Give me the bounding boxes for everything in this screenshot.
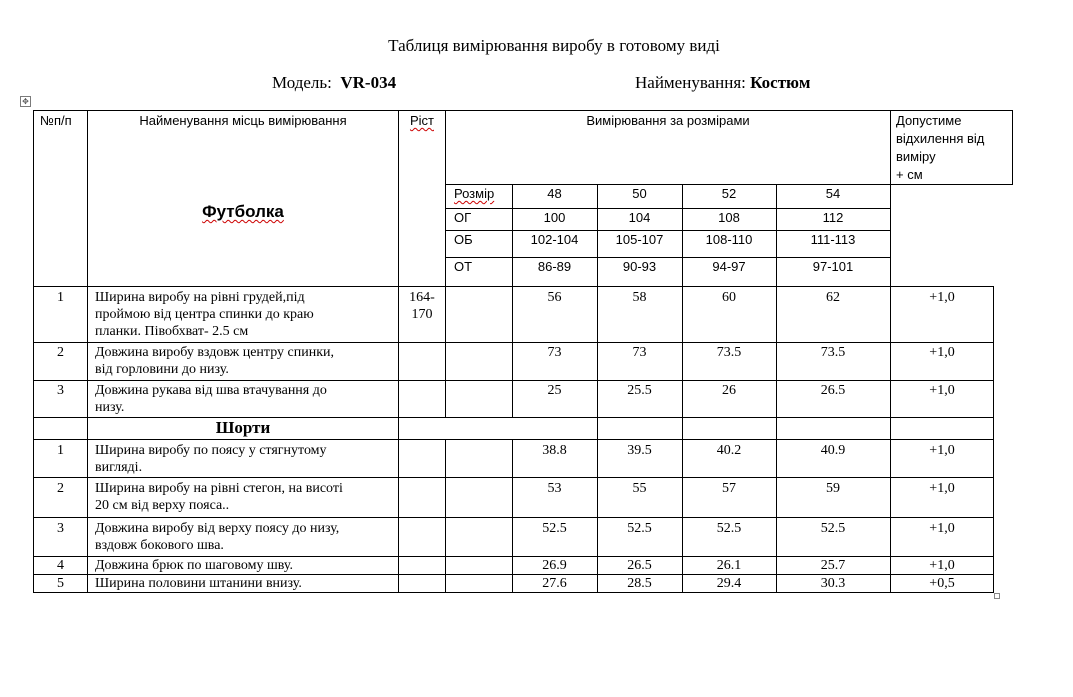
size-value: 108 (718, 210, 740, 225)
row-description: Довжина рукава від шва втачування до (95, 383, 327, 398)
row-value: 28.5 (627, 576, 652, 591)
row-value: 58 (632, 290, 647, 305)
row-value: 73.5 (820, 345, 846, 360)
product-name-line (635, 73, 810, 93)
row-description: планки. Півобхват- 2.5 см (95, 324, 249, 339)
row-value: 27.6 (542, 576, 567, 591)
row-value: 73.5 (716, 345, 742, 360)
row-value: 26.9 (542, 558, 567, 573)
size-value: 111-113 (810, 232, 856, 247)
table-line (33, 380, 994, 381)
row-tolerance: +1,0 (929, 290, 955, 305)
table-line (33, 286, 994, 287)
header-sizes: Вимірювання за розмірами (586, 113, 750, 128)
row-tolerance: +1,0 (929, 443, 955, 458)
table-line (33, 517, 994, 518)
size-row-label: Розмір (454, 186, 495, 201)
size-value: 90-93 (622, 259, 657, 274)
section-title-shirt: Футболка (202, 202, 284, 221)
row-value: 52.5 (820, 521, 846, 536)
size-value: 100 (543, 210, 566, 225)
table-line (445, 439, 446, 593)
row-description: вигляді. (95, 460, 143, 475)
header-height: Ріст (409, 113, 434, 128)
table-line (1012, 110, 1013, 185)
table-line (398, 110, 399, 593)
model-label: Модель: (272, 73, 332, 92)
table-line (33, 110, 1013, 111)
header-place: Найменування місць вимірювання (139, 113, 347, 128)
table-line (33, 574, 994, 575)
document-title: Таблиця вимірювання виробу в готовому виді (388, 36, 720, 55)
row-value: 55 (632, 481, 647, 496)
row-value: 73 (547, 345, 562, 360)
height-value-line2: 170 (411, 307, 433, 322)
row-value: 26.5 (820, 383, 846, 398)
row-description: від горловини до низу. (95, 362, 229, 377)
table-line (33, 342, 994, 343)
row-number: 5 (57, 576, 64, 591)
header-tolerance-4: + см (896, 167, 923, 182)
size-value: 54 (825, 186, 841, 201)
row-number: 2 (57, 345, 64, 360)
table-line (87, 110, 88, 593)
row-description: проймою від центра спинки до краю (95, 307, 314, 322)
row-tolerance: +1,0 (929, 521, 955, 536)
table-line (33, 556, 994, 557)
row-value: 52.5 (716, 521, 742, 536)
row-number: 4 (57, 558, 64, 573)
row-value: 52.5 (627, 521, 652, 536)
table-line (445, 184, 1013, 185)
row-description: вздовж бокового шва. (95, 538, 224, 553)
table-line (33, 439, 994, 440)
table-line (33, 592, 994, 593)
header-tolerance-3: виміру (896, 149, 936, 164)
row-number: 1 (57, 443, 64, 458)
table-line (445, 110, 446, 287)
model-value: VR-034 (340, 73, 397, 92)
header-tolerance-2: відхилення від (896, 131, 985, 146)
name-label: Найменування: (635, 73, 746, 92)
row-value: 57 (722, 481, 736, 496)
size-value: 102-104 (530, 232, 579, 247)
size-value: 112 (822, 210, 844, 225)
size-value: 86-89 (537, 259, 572, 274)
row-tolerance: +1,0 (929, 383, 955, 398)
row-description: Ширина виробу на рівні грудей,під (95, 290, 305, 305)
size-value: 48 (547, 186, 562, 201)
row-value: 56 (547, 290, 562, 305)
row-value: 59 (826, 481, 840, 496)
row-value: 60 (722, 290, 736, 305)
height-value-line1: 164- (409, 290, 435, 305)
section-title-shorts: Шорти (215, 418, 271, 437)
row-value: 29.4 (716, 576, 742, 591)
row-value: 25.5 (627, 383, 652, 398)
header-num: №п/п (40, 113, 72, 128)
model-line (272, 73, 396, 93)
row-value: 53 (547, 481, 562, 496)
row-value: 62 (826, 290, 840, 305)
size-value: 50 (632, 186, 647, 201)
row-value: 40.2 (716, 443, 742, 458)
size-value: 97-101 (812, 259, 854, 274)
size-value: 105-107 (615, 232, 664, 247)
size-row-label: ОГ (454, 210, 472, 225)
row-value: 25 (547, 383, 562, 398)
row-description: Довжина виробу вздовж центру спинки, (95, 345, 334, 360)
row-value: 39.5 (627, 443, 652, 458)
table-line (993, 286, 994, 593)
row-number: 3 (57, 383, 64, 398)
row-tolerance: +1,0 (929, 558, 955, 573)
row-value: 52.5 (542, 521, 567, 536)
row-description: Ширина виробу на рівні стегон, на висоті (95, 481, 343, 496)
row-number: 1 (57, 290, 64, 305)
row-value: 25.7 (820, 558, 846, 573)
row-description: Довжина брюк по шаговому шву. (95, 558, 294, 573)
table-resize-handle-icon[interactable] (994, 593, 1000, 599)
row-description: низу. (95, 400, 125, 415)
row-number: 2 (57, 481, 64, 496)
row-value: 30.3 (820, 576, 846, 591)
header-tolerance-1: Допустиме (896, 113, 962, 128)
row-value: 38.8 (542, 443, 567, 458)
size-row-label: ОБ (454, 232, 473, 247)
table-line (445, 286, 446, 418)
row-description: 20 см від верху пояса.. (95, 498, 230, 513)
size-value: 108-110 (705, 232, 753, 247)
size-value: 94-97 (712, 259, 746, 274)
row-tolerance: +0,5 (929, 576, 955, 591)
size-row-label: ОТ (454, 259, 473, 274)
name-value: Костюм (750, 73, 811, 92)
row-number: 3 (57, 521, 64, 536)
row-description: Довжина виробу від верху поясу до низу, (95, 521, 340, 536)
row-description: Ширина виробу по поясу у стягнутому (95, 443, 327, 458)
row-description: Ширина половини штанини внизу. (95, 576, 302, 591)
table-line (33, 417, 994, 418)
row-value: 26.5 (627, 558, 652, 573)
row-tolerance: +1,0 (929, 481, 955, 496)
size-value: 52 (721, 186, 737, 201)
row-value: 73 (632, 345, 647, 360)
table-line (33, 477, 994, 478)
size-value: 104 (628, 210, 651, 225)
row-value: 40.9 (820, 443, 846, 458)
row-tolerance: +1,0 (929, 345, 955, 360)
row-value: 26.1 (716, 558, 742, 573)
row-value: 26 (722, 383, 736, 398)
table-move-handle-icon[interactable]: ✥ (20, 96, 31, 107)
